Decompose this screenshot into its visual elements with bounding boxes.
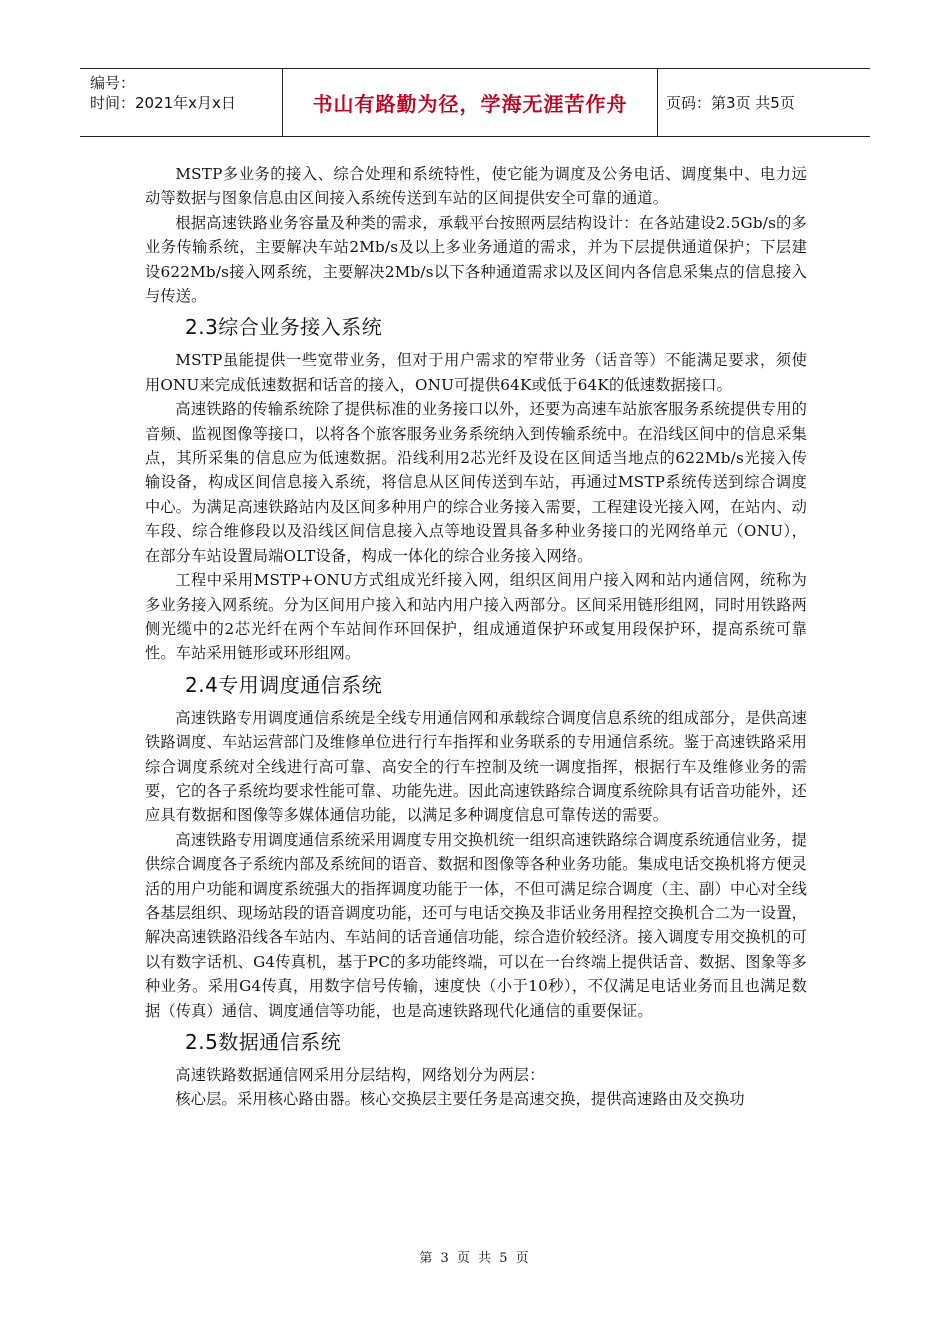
section-heading-2-5: 2.5数据通信系统: [185, 1030, 342, 1054]
document-body: [145, 162, 807, 1112]
paragraph: 根据高速铁路业务容量及种类的需求，承载平台按照两层结构设计：在各站建设2.5Gb/s的多业务传输系统，主要解决车站2Mb/s及以上多业务通道的需求，并为下层提供通道保护；下层建设622Mb/s接入网系统，主要解决2Mb/s以下各种通道需求以及区间内各信息采集点的信息接入与传送。: [145, 213, 807, 306]
paragraph: 高速铁路数据通信网采用分层结构，网络划分为两层：: [175, 1066, 545, 1084]
paragraph: 高速铁路专用调度通信系统是全线专用通信网和承载综合调度信息系统的组成部分，是供高速铁路调度、车站运营部门及维修单位进行行车指挥和业务联系的专用通信系统。鉴于高速铁路采用综合调度系统对全线进行高可靠、高安全的行车控制及统一调度指挥，根据行车及维修业务的需要，它的各子系统均要求性能可靠、功能先进。因此高速铁路综合调度系统除具有话音功能外，还应具有数据和图像等多媒体通信功能，以满足多种调度信息可靠传送的需要。: [145, 708, 807, 825]
document-number-label: 编号：: [90, 74, 136, 92]
document-date: 时间：2021年x月x日: [90, 94, 236, 112]
paragraph: MSTP虽能提供一些宽带业务，但对于用户需求的窄带业务（话音等）不能满足要求，须使用ONU来完成低速数据和话音的接入，ONU可提供64K或低于64K的低速数据接口。: [145, 351, 807, 394]
section-heading-2-3: 2.3综合业务接入系统: [185, 315, 383, 340]
paragraph: 核心层。采用核心路由器。核心交换层主要任务是高速交换，提供高速路由及交换功: [175, 1090, 745, 1109]
paragraph: 工程中采用MSTP+ONU方式组成光纤接入网，组织区间用户接入网和站内通信网，统称为多业务接入网系统。分为区间用户接入和站内用户接入两部分。区间采用链形组网，同时用铁路两侧光缆中的2芯光纤在两个车站间作环回保护，组成通道保护环或复用段保护环，提高系统可靠性。车站采用链形或环形组网。: [145, 571, 807, 663]
paragraph: 高速铁路的传输系统除了提供标准的业务接口以外，还要为高速车站旅客服务系统提供专用的音频、监视图像等接口，以将各个旅客服务业务系统纳入到传输系统中。在沿线区间中的信息采集点，其所采集的信息应为低速数据。沿线利用2芯光纤及设在区间适当地点的622Mb/s光接入传输设备，构成区间信息接入系统，将信息从区间传送到车站，再通过MSTP系统传送到综合调度中心。为满足高速铁路站内及区间多种用户的综合业务接入需要，工程建设光接入网，在站内、动车段、综合维修段以及沿线区间信息接入点等地设置具备多种业务接口的光网络单元（ONU），在部分车站设置局端OLT设备，构成一体化的综合业务接入网络。: [145, 400, 807, 565]
header-page-info: 页码：第3页 共5页: [666, 94, 795, 112]
header-motto: 书山有路勤为径，学海无涯苦作舟: [283, 69, 658, 136]
page-footer: 第 3 页 共 5 页: [419, 1251, 531, 1266]
section-heading-2-4: 2.4专用调度通信系统: [185, 672, 383, 697]
header-meta: [80, 69, 283, 136]
page-header: [80, 68, 870, 137]
paragraph: 高速铁路专用调度通信系统采用调度专用交换机统一组织高速铁路综合调度系统通信业务，提供综合调度各子系统内部及系统间的语音、数据和图像等各种业务功能。集成电话交换机将方便灵活的用户功能和调度系统强大的指挥调度功能于一体，不但可满足综合调度（主、副）中心对全线各基层组织、现场站段的语音调度功能，还可与电话交换及非话业务用程控交换机合二为一设置，解决高速铁路沿线各车站内、车站间的话音通信功能，综合造价较经济。接入调度专用交换机的可以有数字话机、G4传真机，基于PC的多功能终端，可以在一台终端上提供话音、数据、图象等多种业务。采用G4传真，用数字信号传输，速度快（小于10秒），不仅满足电话业务而且也满足数据（传真）通信、调度通信等功能，也是高速铁路现代化通信的重要保证。: [145, 830, 807, 1020]
paragraph: MSTP多业务的接入、综合处理和系统特性，使它能为调度及公务电话、调度集中、电力远动等数据与图象信息由区间接入系统传送到车站的区间提供安全可靠的通道。: [145, 165, 807, 208]
